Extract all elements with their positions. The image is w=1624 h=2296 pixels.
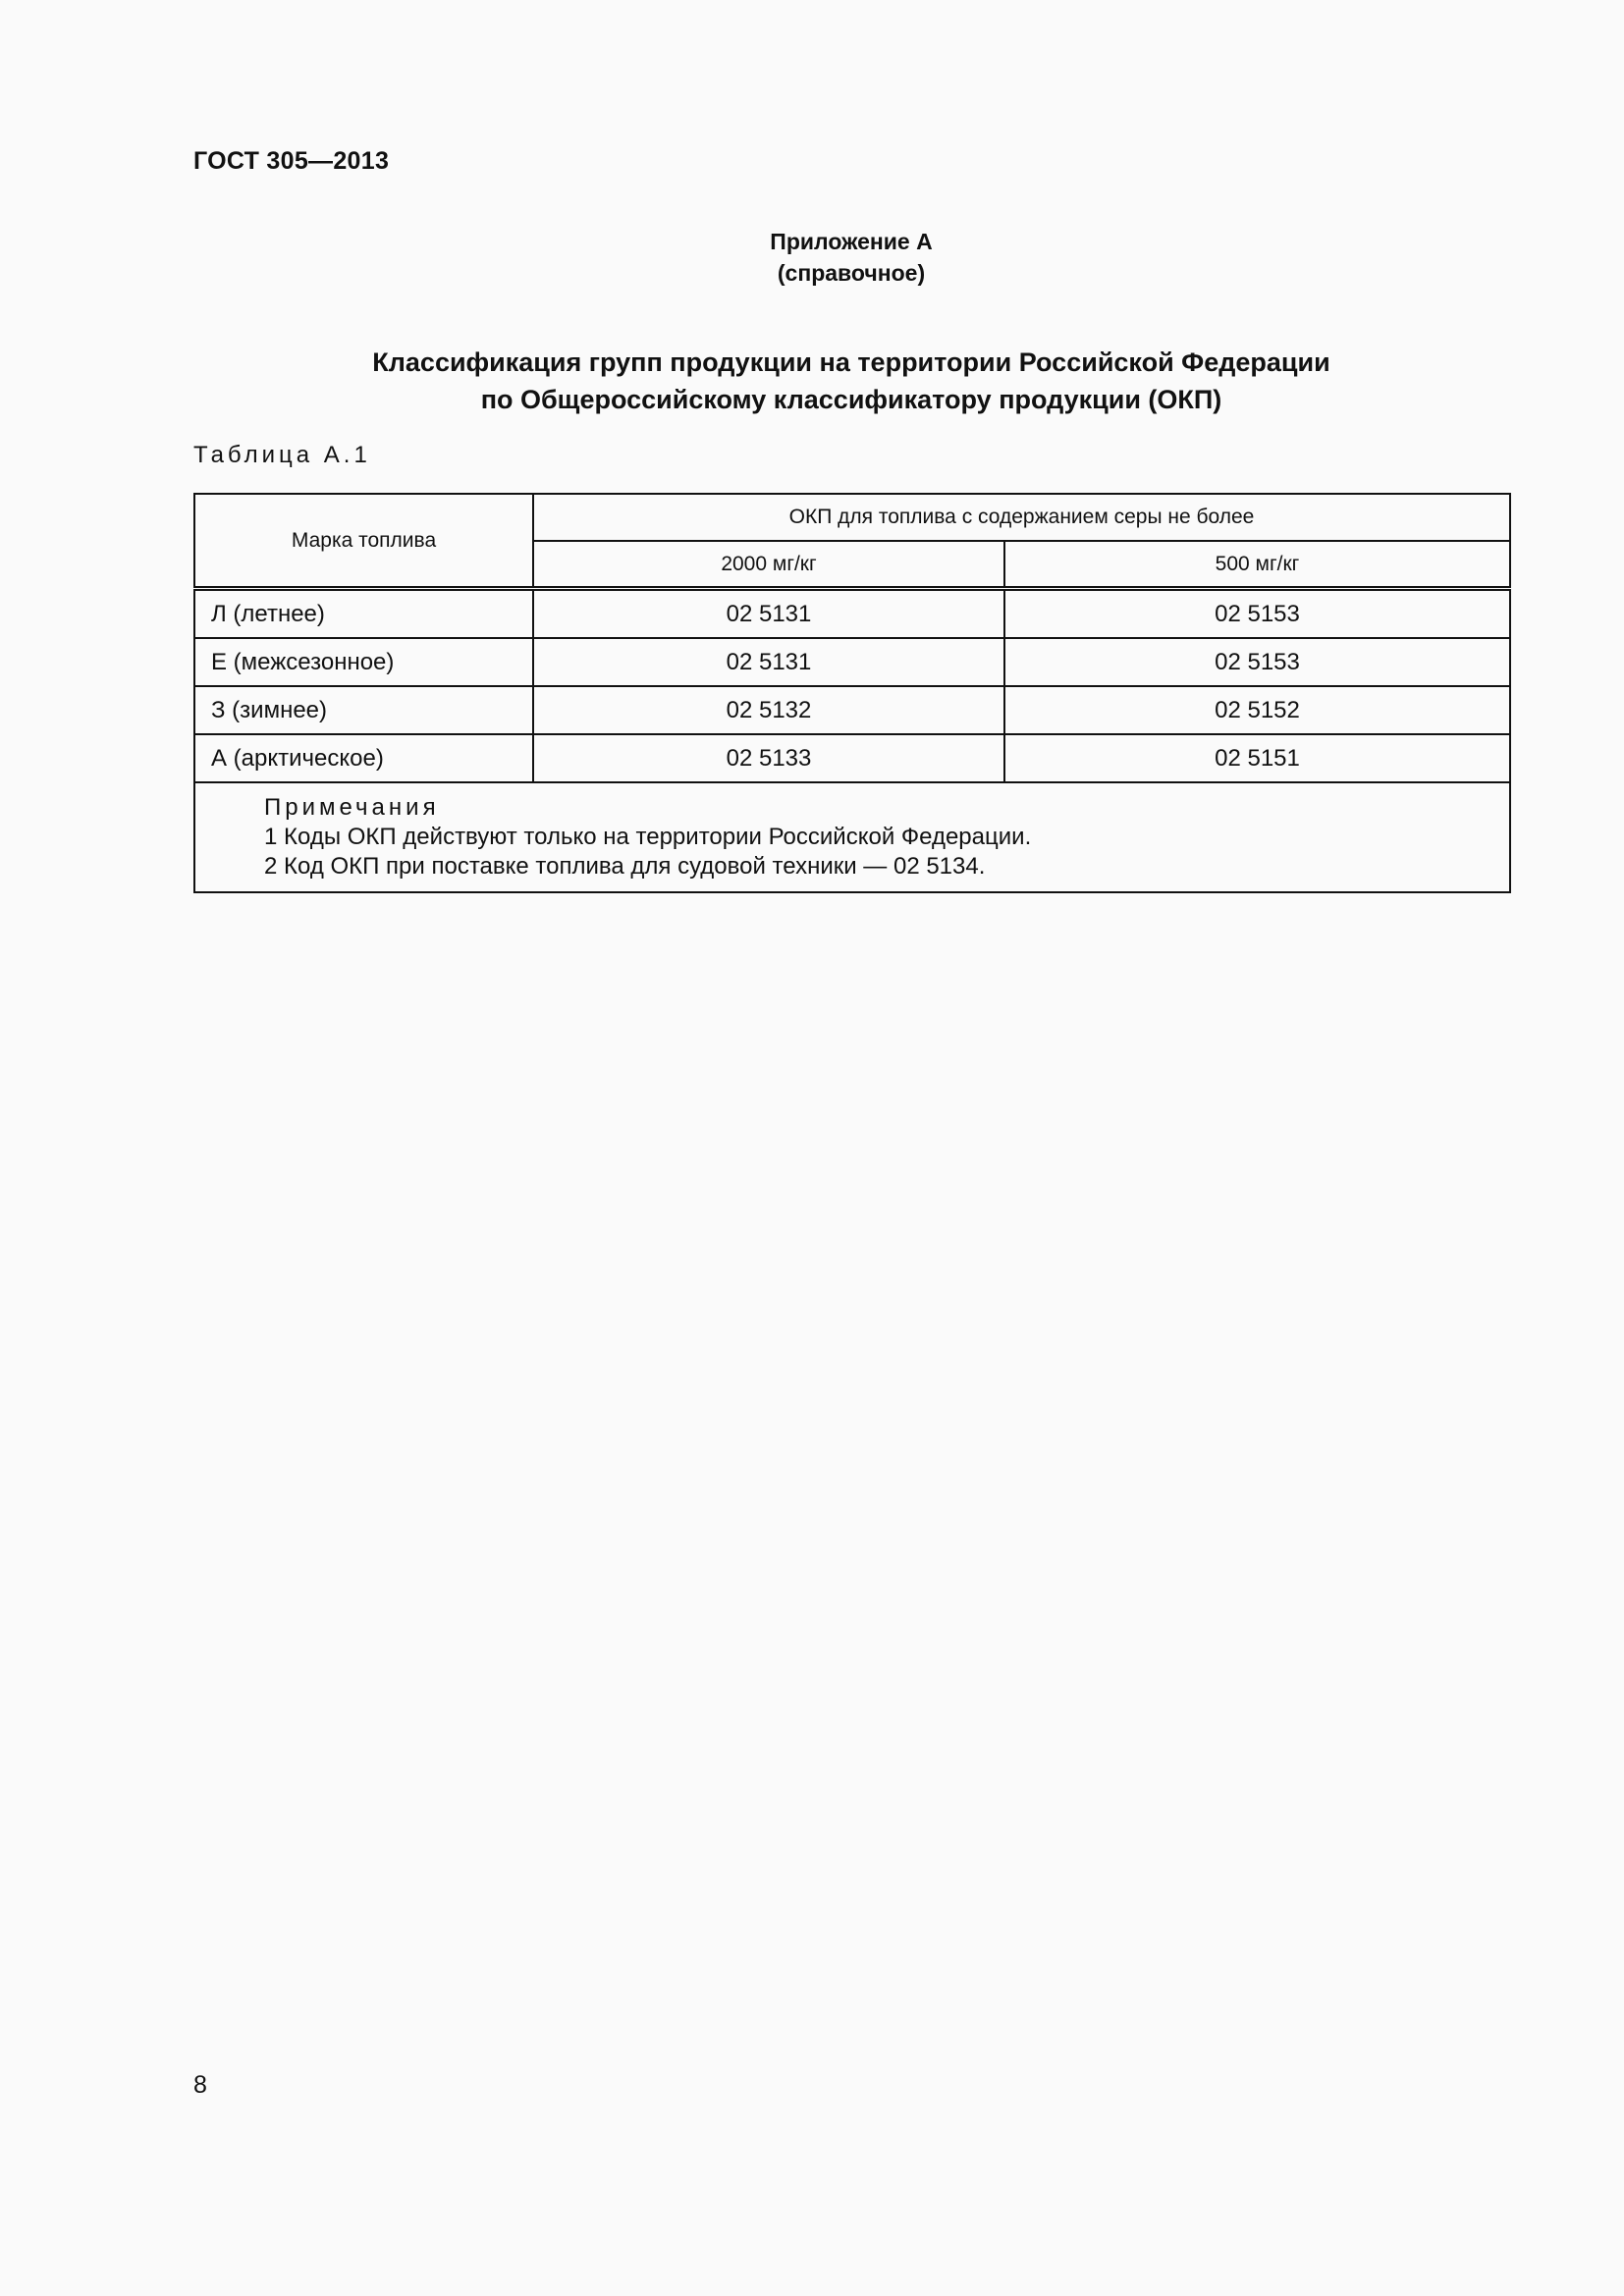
page-number: 8	[193, 2071, 207, 2099]
annex-label: Приложение А	[770, 229, 933, 254]
okp-table	[193, 493, 1511, 893]
standard-code: ГОСТ 305—2013	[193, 147, 390, 175]
cell-okp-2000: 02 5131	[533, 589, 1004, 639]
note-item: 1 Коды ОКП действуют только на территории Российской Федерации.	[264, 824, 1032, 850]
annex-title-line-1: Классификация групп продукции на территории Российской Федерации	[372, 347, 1330, 377]
annex-title-line-2: по Общероссийскому классификатору продукции (ОКП)	[480, 385, 1222, 414]
cell-okp-2000: 02 5132	[533, 686, 1004, 734]
notes-title: Примечания	[264, 794, 440, 821]
header-500-mgkg: 500 мг/кг	[1004, 541, 1510, 589]
table-row	[194, 638, 1510, 686]
cell-grade: З (зимнее)	[194, 686, 533, 734]
table-header-row	[194, 494, 1510, 541]
header-okp-group: ОКП для топлива с содержанием серы не более	[533, 494, 1510, 541]
note-item: 2 Код ОКП при поставке топлива для судовой техники — 02 5134.	[264, 853, 986, 880]
cell-okp-500: 02 5153	[1004, 589, 1510, 639]
cell-okp-2000: 02 5133	[533, 734, 1004, 782]
cell-okp-500: 02 5152	[1004, 686, 1510, 734]
header-2000-mgkg: 2000 мг/кг	[533, 541, 1004, 589]
table-notes	[194, 782, 1510, 892]
cell-grade: Л (летнее)	[194, 589, 533, 639]
cell-grade: Е (межсезонное)	[194, 638, 533, 686]
cell-okp-500: 02 5153	[1004, 638, 1510, 686]
annex-heading	[0, 226, 1624, 289]
table-row	[194, 686, 1510, 734]
table-row	[194, 589, 1510, 639]
annex-title	[0, 344, 1624, 418]
table-caption: Таблица А.1	[193, 442, 371, 468]
cell-okp-2000: 02 5131	[533, 638, 1004, 686]
table-row	[194, 734, 1510, 782]
cell-grade: А (арктическое)	[194, 734, 533, 782]
cell-okp-500: 02 5151	[1004, 734, 1510, 782]
annex-type: (справочное)	[777, 260, 926, 286]
notes-row	[194, 782, 1510, 892]
header-fuel-grade: Марка топлива	[194, 494, 533, 589]
